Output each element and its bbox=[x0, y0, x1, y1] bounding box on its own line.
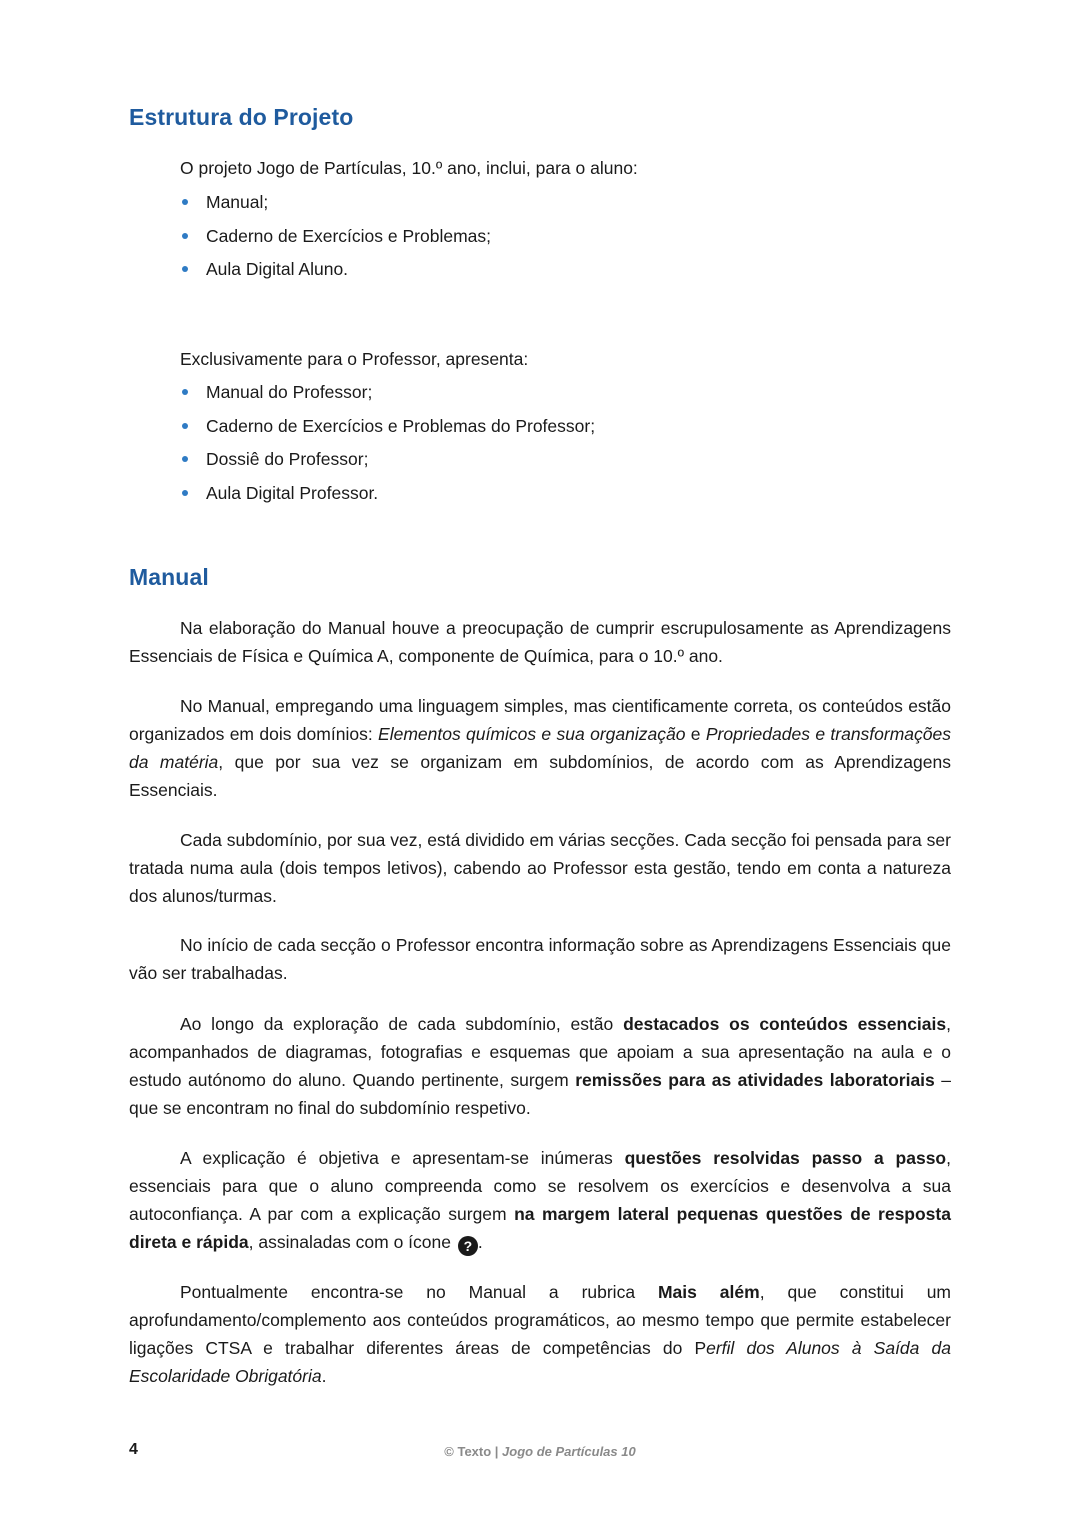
bullet-icon bbox=[182, 199, 188, 205]
paragraph-5: Ao longo da exploração de cada subdomínio, estão destacados os conteúdos essenciais, acompanhados de diagramas, fotografias e esquemas que apoiam a sua apresentação na aula e o estudo autónomo do aluno. Quando pertinente, surgem remissões para as atividades laboratoriais – que se encontram no final do subdomínio respetivo. bbox=[129, 1014, 951, 1118]
bullet-icon bbox=[182, 423, 188, 429]
list-item: Aula Digital Aluno. bbox=[180, 255, 491, 289]
list-item: Manual; bbox=[180, 188, 491, 222]
bullet-icon bbox=[182, 233, 188, 239]
bullet-icon bbox=[182, 266, 188, 272]
list-item: Caderno de Exercícios e Problemas; bbox=[180, 222, 491, 256]
teacher-intro: Exclusivamente para o Professor, apresenta: bbox=[180, 349, 529, 369]
bullet-icon bbox=[182, 456, 188, 462]
bullet-icon bbox=[182, 389, 188, 395]
section-title-estrutura: Estrutura do Projeto bbox=[129, 104, 354, 130]
footer-credit: © Texto | Jogo de Partículas 10 bbox=[444, 1444, 636, 1459]
section-title-manual: Manual bbox=[129, 564, 209, 590]
paragraph-4: No início de cada secção o Professor encontra informação sobre as Aprendizagens Essenciais que vão ser trabalhadas. bbox=[129, 935, 951, 983]
question-icon: ? bbox=[458, 1236, 478, 1256]
student-list bbox=[180, 188, 491, 289]
paragraph-1: Na elaboração do Manual houve a preocupação de cumprir escrupulosamente as Aprendizagens Essenciais de Física e Química A, componente de Química, para o 10.º ano. bbox=[129, 618, 951, 666]
paragraph-2: No Manual, empregando uma linguagem simples, mas cientificamente correta, os conteúdos estão organizados em dois domínios: Elementos químicos e sua organização e Propriedades e transformações da matéria, que por sua vez se organizam em subdomínios, de acordo com as Aprendizagens Essenciais. bbox=[129, 696, 952, 800]
list-item: Dossiê do Professor; bbox=[180, 445, 595, 479]
list-item: Manual do Professor; bbox=[180, 378, 595, 412]
page-number: 4 bbox=[129, 1441, 138, 1458]
bullet-icon bbox=[182, 490, 188, 496]
teacher-list bbox=[180, 378, 595, 512]
list-item: Caderno de Exercícios e Problemas do Professor; bbox=[180, 412, 595, 446]
list-item: Aula Digital Professor. bbox=[180, 479, 595, 513]
student-intro: O projeto Jogo de Partículas, 10.º ano, inclui, para o aluno: bbox=[180, 158, 638, 178]
paragraph-3: Cada subdomínio, por sua vez, está dividido em várias secções. Cada secção foi pensada para ser tratada numa aula (dois tempos letivos), cabendo ao Professor esta gestão, tendo em conta a natureza dos alunos/turmas. bbox=[129, 830, 951, 906]
paragraph-7: Pontualmente encontra-se no Manual a rubrica Mais além, que constitui um aprofundamento/complemento aos conteúdos programáticos, ao mesmo tempo que permite estabelecer ligações CTSA e trabalhar diferentes áreas de competências do Perfil dos Alunos à Saída da Escolaridade Obrigatória. bbox=[129, 1282, 952, 1386]
paragraph-6: A explicação é objetiva e apresentam-se inúmeras questões resolvidas passo a passo, essenciais para que o aluno compreenda como se resolvem os exercícios e desenvolva a sua autoconfiança. A par com a explicação surgem na margem lateral pequenas questões de resposta direta e rápida, assinaladas com o ícone ? . bbox=[129, 1148, 951, 1254]
